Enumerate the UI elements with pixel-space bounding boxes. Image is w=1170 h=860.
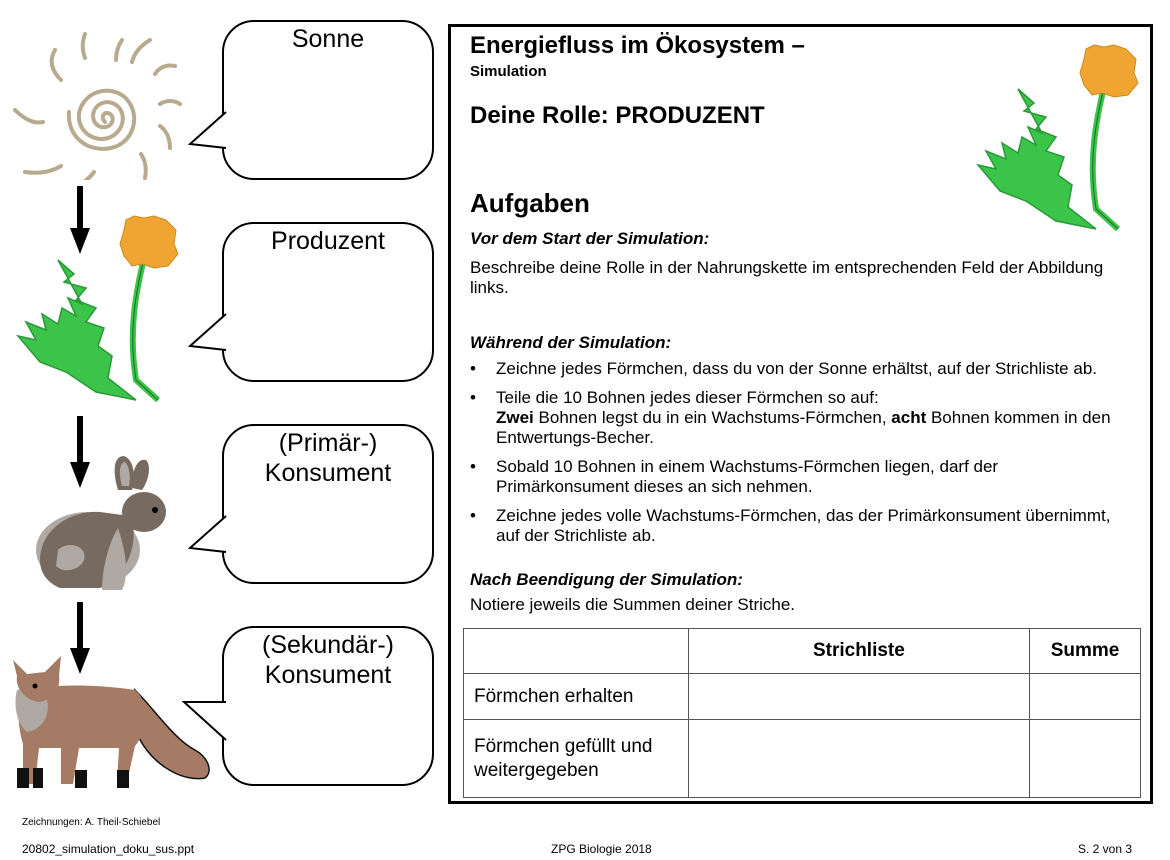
bullet: • (470, 457, 476, 476)
bubble-title: Sonne (291, 25, 365, 53)
row-label: Förmchen erhalten (464, 674, 689, 720)
during-heading: Während der Simulation: (470, 333, 672, 352)
role-heading: Deine Rolle: PRODUZENT (470, 102, 765, 129)
list-item: • Zeichne jedes volle Wachstums-Förmchen, das der Primärkonsument übernimmt, auf der Strichliste ab. (470, 506, 1111, 545)
bubble-tail (182, 700, 228, 760)
tally-cell[interactable] (688, 720, 1029, 798)
after-heading: Nach Beendigung der Simulation: (470, 570, 743, 589)
bubble-title-line1: (Sekundär-) (262, 631, 394, 659)
during-task-list (470, 359, 1135, 555)
bubble-tail (188, 514, 228, 564)
bubble-title-line2: Konsument (264, 459, 392, 487)
row-label: Förmchen gefüllt und weitergegeben (464, 720, 689, 798)
list-item: • Teile die 10 Bohnen jedes dieser Förmchen so auf: Zwei Bohnen legst du in ein Wachstums-Förmchen, acht Bohnen kommen in den Entwertungs-Becher. (470, 388, 1111, 447)
after-text: Notiere jeweils die Summen deiner Striche. (470, 595, 796, 614)
rabbit-icon (18, 450, 168, 590)
bullet: • (470, 388, 476, 407)
tally-cell[interactable] (688, 674, 1029, 720)
list-item: • Zeichne jedes Förmchen, dass du von der Sonne erhältst, auf der Strichliste ab. (470, 359, 1097, 378)
bubble-title (224, 428, 432, 488)
bubble-title-line2: Konsument (264, 661, 392, 689)
tasks-heading: Aufgaben (470, 188, 590, 218)
sum-cell[interactable] (1030, 720, 1141, 798)
bubble-tail (188, 110, 228, 160)
bubble-tail (188, 312, 228, 362)
bubble-title-line1: (Primär-) (278, 429, 378, 457)
table-header-strichliste: Strichliste (688, 629, 1029, 674)
table-row (464, 674, 1141, 720)
dandelion-icon (8, 210, 178, 410)
page-subtitle: Simulation (470, 63, 547, 80)
footer-page-number: S. 2 von 3 (1078, 842, 1133, 856)
footer-credits: Zeichnungen: A. Theil-Schiebel (22, 817, 161, 828)
table-header-summe: Summe (1030, 629, 1141, 674)
dandelion-icon (963, 39, 1143, 239)
table-header-row (464, 629, 1141, 674)
page-title: Energiefluss im Ökosystem – (470, 32, 805, 59)
sum-cell[interactable] (1030, 674, 1141, 720)
sun-icon (10, 20, 190, 180)
speech-bubble-produzent[interactable] (222, 222, 434, 382)
bullet: • (470, 506, 476, 525)
footer-filename: 20802_simulation_doku_sus.ppt (22, 842, 195, 856)
before-heading: Vor dem Start der Simulation: (470, 229, 710, 248)
task-panel (448, 24, 1153, 804)
tally-table (463, 628, 1141, 798)
table-header-empty (464, 629, 689, 674)
before-text: Beschreibe deine Rolle in der Nahrungskette im entsprechenden Feld der Abbildung links. (470, 258, 1104, 297)
speech-bubble-sonne[interactable] (222, 20, 434, 180)
footer-center: ZPG Biologie 2018 (551, 842, 652, 856)
bubble-title: Produzent (271, 227, 385, 255)
list-item: • Sobald 10 Bohnen in einem Wachstums-Förmchen liegen, darf der Primärkonsument dieses an sich nehmen. (470, 457, 999, 496)
table-row (464, 720, 1141, 798)
speech-bubble-primaer-konsument[interactable] (222, 424, 434, 584)
bubble-title (224, 630, 432, 690)
speech-bubble-sekundaer-konsument[interactable] (222, 626, 434, 786)
bullet: • (470, 359, 476, 378)
